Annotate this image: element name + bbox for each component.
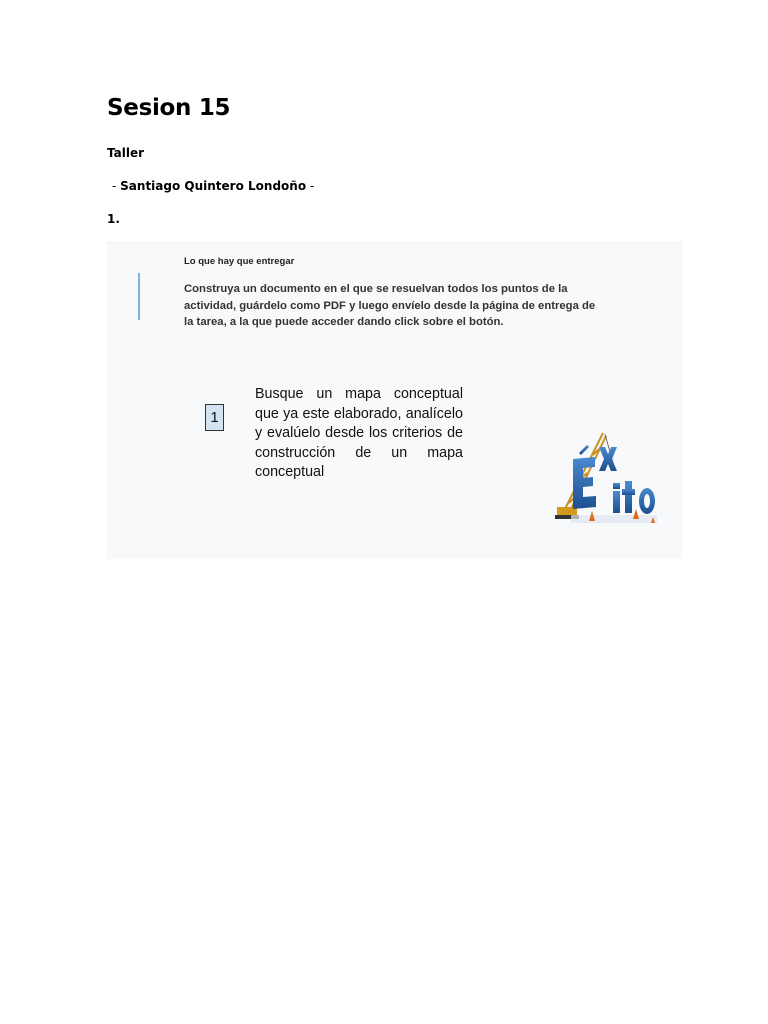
- document-title: Sesion 15: [107, 95, 231, 121]
- document-subtitle: Taller: [107, 146, 145, 160]
- step-text: Busque un mapa conceptual que ya este elaborado, analícelo y evalúelo desde los criterios de construcción de un mapa conceptual: [255, 386, 463, 480]
- author-line: [112, 178, 314, 194]
- crane-exito-icon: [551, 423, 661, 535]
- instructions-text: Construya un documento en el que se resuelvan todos los puntos de la actividad, guárdelo como PDF y luego envíelo desde la página de entrega de la tarea, a la que puede acceder dando click sobre el botón.: [184, 283, 596, 328]
- author-name: Santiago Quintero Londoño: [120, 179, 307, 193]
- item-number: 1.: [107, 212, 120, 226]
- author-prefix: -: [112, 179, 121, 193]
- embed-heading: Lo que hay que entregar: [184, 256, 295, 267]
- accent-rule: [138, 273, 140, 320]
- step-number-box: 1: [205, 404, 224, 431]
- author-suffix: -: [306, 179, 315, 193]
- exito-crane-graphic: [551, 423, 661, 535]
- embedded-instructions-image: [107, 242, 683, 559]
